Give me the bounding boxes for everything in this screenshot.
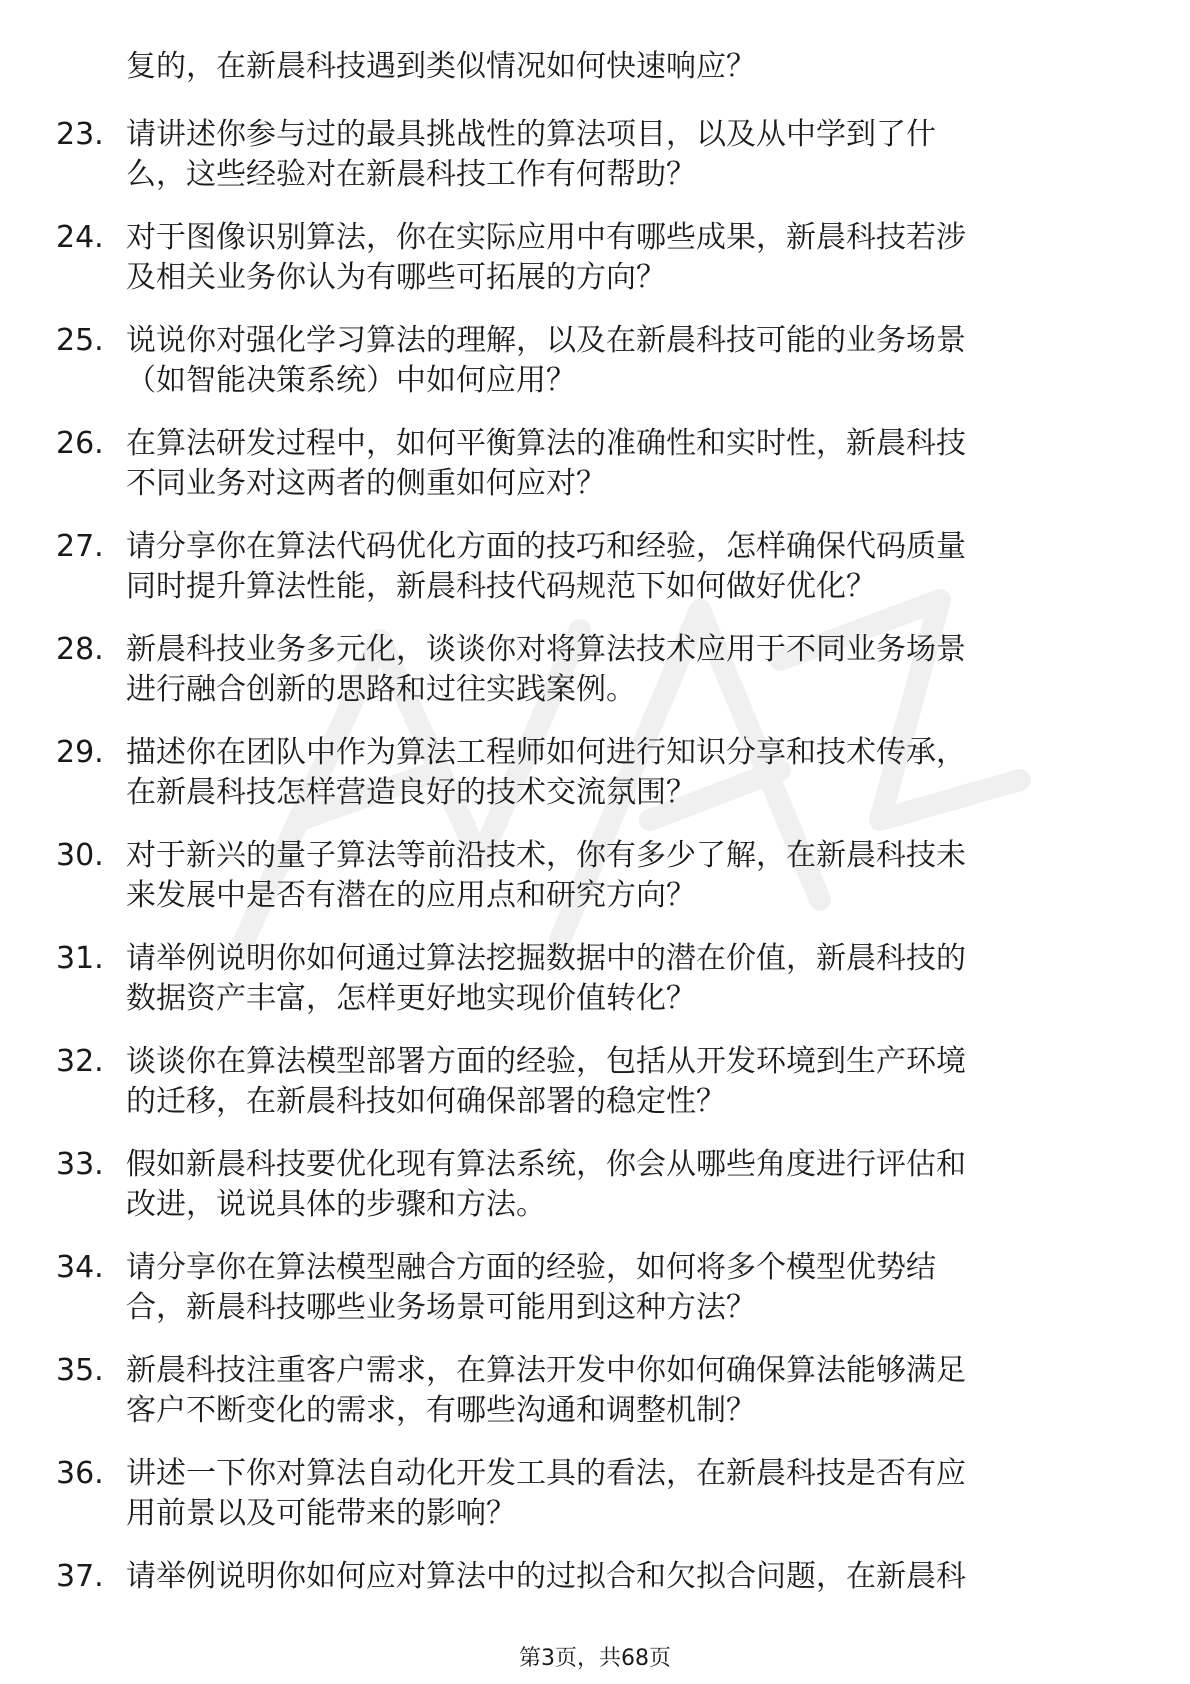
question-text-line: 假如新晨科技要优化现有算法系统，你会从哪些角度进行评估和	[126, 1147, 966, 1182]
question-number: 30.	[56, 838, 104, 873]
question-text-line: 数据资产丰富，怎样更好地实现价值转化？	[126, 981, 696, 1016]
question-item	[0, 1348, 1190, 1451]
question-text-line: 请分享你在算法代码优化方面的技巧和经验，怎样确保代码质量	[126, 529, 966, 564]
question-item	[0, 112, 1190, 215]
question-text-line: 进行融合创新的思路和过往实践案例。	[126, 672, 636, 707]
question-number: 33.	[56, 1147, 104, 1182]
question-text-line: 同时提升算法性能，新晨科技代码规范下如何做好优化？	[126, 569, 876, 604]
question-item	[0, 936, 1190, 1039]
page-footer: 第3页，共68页	[519, 1646, 671, 1671]
question-number: 34.	[56, 1250, 104, 1285]
question-text-line: 的迁移，在新晨科技如何确保部署的稳定性？	[126, 1084, 726, 1119]
question-item	[0, 524, 1190, 627]
question-item	[0, 421, 1190, 524]
question-number: 35.	[56, 1353, 104, 1388]
question-text-line: 么，这些经验对在新晨科技工作有何帮助？	[126, 157, 696, 192]
question-item	[0, 833, 1190, 936]
question-text-line: 对于新兴的量子算法等前沿技术，你有多少了解，在新晨科技未	[126, 838, 966, 873]
question-text-line: 请举例说明你如何应对算法中的过拟合和欠拟合问题，在新晨科	[126, 1559, 966, 1594]
question-text-line: 对于图像识别算法，你在实际应用中有哪些成果，新晨科技若涉	[126, 220, 966, 255]
question-number: 27.	[56, 529, 104, 564]
question-item	[0, 1142, 1190, 1245]
question-text-line: 改进，说说具体的步骤和方法。	[126, 1187, 546, 1222]
question-number: 23.	[56, 117, 104, 152]
question-text-line: 说说你对强化学习算法的理解，以及在新晨科技可能的业务场景	[126, 323, 966, 358]
question-item	[0, 627, 1190, 730]
question-number: 31.	[56, 941, 104, 976]
question-text-line: （如智能决策系统）中如何应用？	[126, 363, 576, 398]
question-text-line: 及相关业务你认为有哪些可拓展的方向？	[126, 260, 666, 295]
question-text-line: 在算法研发过程中，如何平衡算法的准确性和实时性，新晨科技	[126, 426, 966, 461]
question-item	[0, 1039, 1190, 1142]
question-number: 36.	[56, 1456, 104, 1491]
question-number: 26.	[56, 426, 104, 461]
question-item	[0, 318, 1190, 421]
question-text-line: 讲述一下你对算法自动化开发工具的看法，在新晨科技是否有应	[126, 1456, 966, 1491]
question-text-line: 描述你在团队中作为算法工程师如何进行知识分享和技术传承，	[126, 735, 966, 770]
question-list	[0, 112, 1190, 1657]
question-item	[0, 215, 1190, 318]
question-text-line: 来发展中是否有潜在的应用点和研究方向？	[126, 878, 696, 913]
question-text-line: 请讲述你参与过的最具挑战性的算法项目，以及从中学到了什	[126, 117, 936, 152]
question-item	[0, 1554, 1190, 1657]
question-number: 28.	[56, 632, 104, 667]
question-item	[0, 1451, 1190, 1554]
question-item	[0, 730, 1190, 833]
question-text-line: 请举例说明你如何通过算法挖掘数据中的潜在价值，新晨科技的	[126, 941, 966, 976]
question-text-line: 不同业务对这两者的侧重如何应对？	[126, 466, 606, 501]
question-text-line: 新晨科技业务多元化，谈谈你对将算法技术应用于不同业务场景	[126, 632, 966, 667]
question-text-line: 客户不断变化的需求，有哪些沟通和调整机制？	[126, 1393, 756, 1428]
question-number: 25.	[56, 323, 104, 358]
question-text-line: 用前景以及可能带来的影响？	[126, 1496, 516, 1531]
question-number: 24.	[56, 220, 104, 255]
question-number: 29.	[56, 735, 104, 770]
question-number: 32.	[56, 1044, 104, 1079]
question-text-line: 合，新晨科技哪些业务场景可能用到这种方法？	[126, 1290, 756, 1325]
question-item	[0, 1245, 1190, 1348]
question-text-line: 新晨科技注重客户需求，在算法开发中你如何确保算法能够满足	[126, 1353, 966, 1388]
question-text-line: 请分享你在算法模型融合方面的经验，如何将多个模型优势结	[126, 1250, 936, 1285]
question-number: 37.	[56, 1559, 104, 1594]
question-text-line: 谈谈你在算法模型部署方面的经验，包括从开发环境到生产环境	[126, 1044, 966, 1079]
continued-question-text: 复的，在新晨科技遇到类似情况如何快速响应？	[126, 49, 756, 84]
question-text-line: 在新晨科技怎样营造良好的技术交流氛围？	[126, 775, 696, 810]
